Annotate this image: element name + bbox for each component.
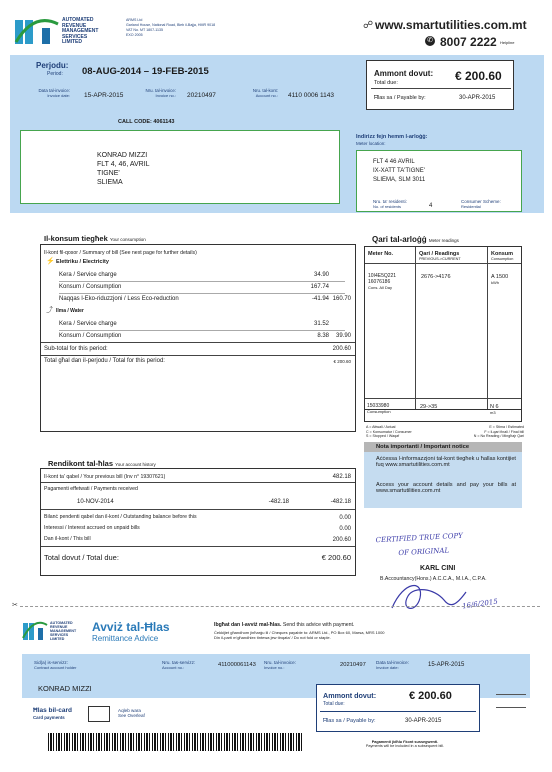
remittance-instructions: Ibgħat dan l-avviż mal-ħlas. Send this advice with payment. [214, 622, 355, 628]
elec-meter-consumption: A 1500 kWh [491, 274, 509, 285]
consumption-header: Il-konsum tiegħek Your consumption [44, 234, 146, 243]
arms-logo [14, 18, 60, 46]
remit-account-no: 411000061143 [218, 662, 256, 668]
meter-legend: A = Attwali / Actual E = Stima / Estimated C = Konsumatur / Consumer F = li-qari finali / Final bill S = Stopped / Waqaf N = No Reading / Mingħajr Qari [366, 425, 524, 439]
outstanding-value: 0.00 [339, 515, 351, 521]
company-name: AUTOMATED REVENUE MANAGEMENT SERVICES LIMITED [62, 17, 99, 45]
period-label-en: Period: [47, 71, 63, 77]
see-overleaf-note: Aqleb wara See Overleaf [118, 708, 145, 719]
website: www.smartutilities.com.mt [375, 18, 527, 32]
remit-side-lines [496, 690, 526, 720]
amount-due-value: € 200.60 [455, 69, 502, 83]
elec-consumption-value: 167.74 [310, 284, 329, 290]
meter-location-address: FLT 4 46 AVRIL IX-XATT TA'TIGNE' SLIEMA, SLM 3011 [373, 159, 426, 183]
payable-by-date: 30-APR-2015 [459, 95, 496, 101]
outstanding-label: Bilanċ pendenti qabel dan il-kont / Outstanding balance before this [44, 514, 197, 520]
signature [384, 578, 474, 618]
period-value: 08-AUG-2014 – 19-FEB-2015 [82, 66, 209, 77]
call-code: CALL CODE: 4061143 [118, 119, 175, 125]
water-meter-number: 15033980 Consumption [367, 403, 391, 414]
remit-invoice-no-label: Nru. tal-invoice: Invoice no.: [264, 660, 296, 670]
eco-reduction-value: -41.94 [311, 296, 329, 302]
water-total: 39.90 [335, 333, 351, 339]
elec-meter-id: 10I4E5Q221 16076186 Cons. All Day [368, 273, 397, 290]
water-consumption-label: Konsum / Consumption [59, 333, 122, 339]
remit-amount-box [316, 684, 480, 732]
electricity-icon: ⚡ [46, 258, 55, 265]
col-konsum-sub: Consumption [491, 257, 514, 261]
remit-customer-name: KONRAD MIZZI [38, 684, 92, 693]
history-box [40, 468, 356, 576]
water-service-value: 31.52 [313, 321, 329, 327]
history-header: Rendikont tal-ħlas Your account history [48, 459, 156, 468]
payment-value: -482.18 [268, 499, 289, 505]
contract-holder-label: Sid(a) is-servizz: Contract account holder [34, 660, 77, 670]
remittance-logo [22, 621, 48, 641]
meter-location-title-en: Meter location: [356, 141, 386, 146]
phone-number: 8007 2222 [440, 35, 497, 49]
subtotal-label: Sub-total for this period: [44, 346, 108, 352]
col-meter-no: Meter No. [368, 251, 394, 257]
period-total-label: Total għal dan il-perjodu / Total for this period: [44, 358, 165, 364]
amount-due-box [366, 60, 514, 110]
payments-label: Pagamenti effetwati / Payments received [44, 486, 138, 492]
payment-footer-note: Pagamenti jidħlu f'kont sussegwenti. Payments will be included in a subsequent bill. [365, 740, 445, 749]
certifier-title: B.Accountancy(Hons.) A.C.C.A., M.I.A., C.P.A. [380, 576, 487, 582]
elec-consumption-label: Konsum / Consumption [59, 284, 122, 290]
previous-bill-label: Il-kont ta' qabel / Your previous bill (Inv n° 19307621) [44, 474, 166, 480]
previous-bill-value: 482.18 [332, 474, 351, 480]
scheme-label: Consumer Scheme: Residential [461, 199, 501, 209]
remit-amount-title: Ammont dovut: [323, 691, 377, 700]
phone-icon: ✆ [425, 36, 435, 46]
scissors-icon: ✂ [12, 602, 18, 609]
this-bill-label: Dan il-kont / This bill [44, 536, 91, 542]
water-consumption-value: 8.38 [317, 333, 329, 339]
customer-address: KONRAD MIZZI FLT 4, 46, AVRIL TIGNE' SLIEMA [97, 152, 150, 186]
invoice-no: 20210497 [187, 92, 216, 99]
meter-location-box [356, 150, 522, 212]
customer-name: KONRAD MIZZI [97, 152, 148, 159]
meter-readings-frame [364, 246, 522, 422]
elec-service-label: Kera / Service charge [59, 272, 117, 278]
elec-service-value: 34.90 [313, 272, 329, 278]
period-label: Perjodu: [36, 61, 69, 70]
notice-title: Nota importanti / Important notice [376, 444, 470, 450]
important-notice [364, 442, 522, 508]
bill-summary: Il-kont fil-qosor / Summary of bill (See next page for further details) [44, 250, 197, 256]
residents-label: Nru. ta' residenti: No. of residents [373, 199, 407, 209]
interest-label: Interessi / Interest accrued on unpaid bills [44, 525, 140, 531]
notice-para-mt: Aċċessa l-informazzjoni tal-kont tiegħek u ħallas kontijiet fuq www.smartutilities.com.mt [376, 456, 516, 468]
certified-copy-note: CERTIFIED TRUE COPY OF ORIGINAL [375, 531, 464, 558]
tear-line [20, 606, 540, 607]
meter-location-title: Indirizz fejn hemm l-arloġġ: [356, 134, 428, 140]
remit-invoice-no: 20210497 [340, 662, 366, 668]
account-no: 4110 0006 1143 [288, 92, 335, 99]
remittance-title: Avviż tal-Ħlas [92, 620, 170, 634]
consumption-box [40, 244, 356, 432]
subtotal-value: 200.60 [332, 346, 351, 352]
invoice-no-label: Nru. tal-invoice: Invoice no.: [145, 88, 176, 98]
period-total-value: € 200.60 [333, 359, 351, 364]
interest-value: 0.00 [339, 526, 351, 532]
water-meter-consumption: N 6 m3 [490, 404, 499, 415]
payment-total: -482.18 [330, 499, 351, 505]
water-service-label: Kera / Service charge [59, 321, 117, 327]
remittance-title-en: Remittance Advice [92, 634, 159, 643]
remit-amount-total-label: Total due: [323, 701, 345, 707]
water-header: Ilma / Water [56, 308, 84, 314]
remit-invoice-date-label: Data tal-invoice: Invoice date: [376, 660, 409, 670]
electricity-header: Elettriku / Electricity [56, 259, 109, 265]
customer-address-box [20, 130, 340, 204]
card-payments-title: Ħlas bil-card Card payments [33, 707, 73, 720]
water-reading: 29->35 [420, 404, 438, 410]
card-payment-checkbox[interactable] [88, 706, 110, 722]
col-konsum: Konsum [491, 251, 513, 257]
payable-by-label: Ħlas sa / Payable by: [374, 95, 426, 101]
remit-payable-label: Ħlas sa / Payable by: [323, 718, 376, 724]
payment-date: 10-NOV-2014 [77, 499, 114, 505]
remit-account-label: Nru. tas-servizz: Account no.: [162, 660, 196, 670]
notice-para-en: Access your account details and pay your bills at www.smartutilities.com.mt [376, 482, 516, 494]
cheques-note: Ċekkijiet għandhom jinħarġu lil / Cheques payable to: ARMS Ltd., PO Box 60, Marsa, MRS 1000 Din il-parti m'għandhiex tintewa jew tinqata' / Do not fold or staple. [214, 630, 385, 640]
electricity-total: 160.70 [332, 296, 351, 302]
remit-payable-date: 30-APR-2015 [405, 718, 442, 724]
amount-due-title: Ammont dovut: [374, 69, 434, 78]
total-due-label: Total dovut / Total due: [44, 553, 119, 562]
web-icon: ☍ [363, 20, 374, 31]
certifier-name: KARL CINI [420, 565, 456, 572]
invoice-date: 15-APR-2015 [84, 92, 124, 99]
col-readings: Qari / Readings [419, 251, 460, 257]
remittance-company: AUTOMATED REVENUE MANAGEMENT SERVICES LIMITED [50, 621, 77, 641]
eco-reduction-label: Naqqas l-Eko-riduzzjoni / Less Eco-reduction [59, 296, 179, 302]
helpline-label: Helpline [500, 40, 515, 45]
account-no-label: Nru. tal-kont: Account no.: [252, 88, 278, 98]
this-bill-value: 200.60 [332, 537, 351, 543]
payment-barcode [48, 733, 302, 751]
remit-amount-value: € 200.60 [409, 690, 452, 702]
water-icon: ⤴ [46, 307, 53, 314]
certification-date: 16/6/2015 [461, 597, 499, 611]
invoice-date-label: Data tal-invoice: Invoice date: [38, 88, 70, 98]
remit-invoice-date: 15-APR-2015 [428, 662, 465, 668]
total-due-value: € 200.60 [321, 553, 351, 562]
meter-readings-header: Qari tal-arloġġ Meter readings [372, 235, 459, 244]
residents-count: 4 [429, 203, 433, 209]
amount-due-total-label: Total due: [374, 80, 398, 86]
col-readings-sub: PREVIOUS->CURRENT [419, 257, 461, 261]
company-address: ARMS Ltd Garland House, National Road, Bieb il-Bajja, HMR 9018 VAT No. MT 1807-1135 EXO 2005 [126, 18, 216, 37]
elec-reading: 2676->4176 [421, 274, 451, 280]
